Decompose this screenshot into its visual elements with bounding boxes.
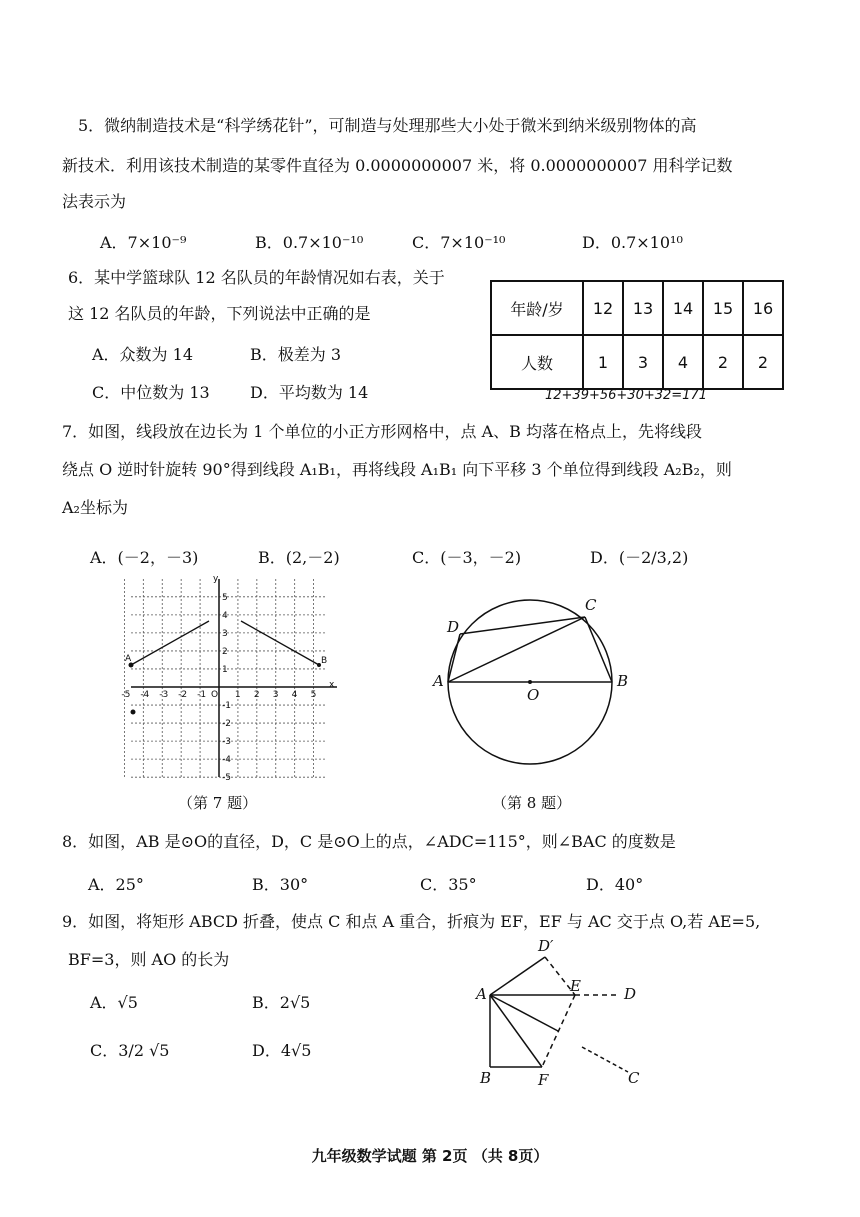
center-o bbox=[528, 680, 532, 684]
q7-caption: （第 7 题） bbox=[178, 794, 258, 812]
q9-fold-figure bbox=[470, 935, 650, 1095]
count-cell: 4 bbox=[663, 335, 703, 389]
label-a: A bbox=[476, 985, 487, 1003]
count-cell: 2 bbox=[743, 335, 783, 389]
label-f: F bbox=[538, 1071, 549, 1089]
page-footer: 九年级数学试题 第 2页 （共 8页） bbox=[311, 1147, 549, 1165]
q6-line1: 6．某中学篮球队 12 名队员的年龄情况如右表，关于 bbox=[68, 268, 445, 287]
label-d: D bbox=[624, 985, 637, 1003]
chord-ad bbox=[448, 634, 460, 682]
q7-option-d: D．(－2/3,2) bbox=[590, 548, 689, 567]
q5-option-a: A．7×10⁻⁹ bbox=[100, 233, 187, 252]
y-tick-label: 4 bbox=[222, 610, 228, 621]
q9-option-d: D．4√5 bbox=[252, 1041, 312, 1060]
q7-option-a: A．(－2，－3) bbox=[90, 548, 199, 567]
q8-caption: （第 8 题） bbox=[492, 794, 572, 812]
chord-cb bbox=[585, 617, 612, 682]
label-c: C bbox=[628, 1069, 640, 1087]
x-axis-label: x bbox=[329, 680, 335, 690]
x-tick-label: 4 bbox=[291, 690, 298, 700]
q5-line1: 5．微纳制造技术是“科学绣花针”，可制造与处理那些大小处于微米到纳米级别物体的高 bbox=[78, 116, 697, 135]
y-tick-label: 1 bbox=[222, 664, 228, 675]
q7-option-b: B．(2,－2) bbox=[258, 548, 340, 567]
label-o: O bbox=[527, 686, 540, 704]
segment-ac-dashed bbox=[582, 1047, 628, 1072]
y-tick-label: -1 bbox=[222, 701, 231, 712]
y-tick-label: 3 bbox=[222, 628, 228, 639]
segment-af bbox=[490, 995, 542, 1067]
label-e: E bbox=[570, 977, 581, 995]
origin-label: O bbox=[211, 690, 219, 700]
x-tick-label: -3 bbox=[159, 690, 169, 700]
label-b: B bbox=[617, 672, 629, 690]
y-tick-label: 2 bbox=[222, 646, 228, 657]
q6-option-d: D．平均数为 14 bbox=[250, 383, 369, 402]
q6-option-c: C．中位数为 13 bbox=[92, 383, 210, 402]
q5-option-b: B．0.7×10⁻¹⁰ bbox=[255, 233, 364, 252]
count-cell: 1 bbox=[583, 335, 623, 389]
q5-line3: 法表示为 bbox=[62, 192, 127, 211]
q8-option-d: D．40° bbox=[586, 875, 644, 894]
point-o-mark bbox=[131, 710, 136, 715]
q8-option-c: C．35° bbox=[420, 875, 477, 894]
q7-grid-figure bbox=[121, 574, 340, 785]
q7-line1: 7．如图，线段放在边长为 1 个单位的小正方形网格中，点 A、B 均落在格点上，先将线段 bbox=[62, 422, 703, 441]
q5-option-d: D．0.7×10¹⁰ bbox=[582, 233, 683, 252]
label-d: D bbox=[447, 618, 460, 636]
q5-option-c: C．7×10⁻¹⁰ bbox=[412, 233, 506, 252]
x-tick-label: -2 bbox=[178, 690, 188, 700]
y-tick-label: -3 bbox=[222, 737, 231, 748]
x-tick-label: 1 bbox=[234, 690, 241, 700]
q9-line1: 9．如图，将矩形 ABCD 折叠，使点 C 和点 A 重合，折痕为 EF，EF 与 AC 交于点 O,若 AE=5, bbox=[62, 912, 761, 931]
x-tick-label: -5 bbox=[121, 690, 131, 700]
age-table bbox=[490, 280, 784, 390]
q9-line2: BF=3，则 AO 的长为 bbox=[68, 950, 230, 969]
fold-ef bbox=[542, 995, 575, 1067]
y-tick-label: 5 bbox=[222, 592, 228, 603]
y-axis-label: y bbox=[213, 574, 219, 584]
label-a: A bbox=[433, 672, 444, 690]
q8-circle-figure bbox=[425, 590, 635, 795]
segment-ae-inner bbox=[490, 995, 558, 1031]
segment-o-b bbox=[241, 621, 319, 665]
q7-option-c: C．(－3，－2) bbox=[412, 548, 522, 567]
age-cell: 13 bbox=[623, 281, 663, 335]
x-tick-label: 3 bbox=[272, 690, 279, 700]
x-tick-label: -4 bbox=[140, 690, 150, 700]
label-c: C bbox=[585, 596, 597, 614]
point-a-label: A bbox=[125, 654, 132, 664]
q6-option-a: A．众数为 14 bbox=[92, 345, 194, 364]
handwritten-note: 12+39+56+30+32=171 bbox=[545, 388, 707, 403]
q9-option-a: A．√5 bbox=[90, 993, 138, 1012]
point-b-label: B bbox=[321, 656, 328, 666]
y-tick-labels bbox=[222, 593, 231, 783]
age-cell: 12 bbox=[583, 281, 623, 335]
count-header: 人数 bbox=[491, 335, 583, 389]
label-d-prime: D′ bbox=[538, 937, 554, 955]
q9-option-b: B．2√5 bbox=[252, 993, 311, 1012]
x-tick-label: 2 bbox=[253, 690, 260, 700]
q7-line3: A₂坐标为 bbox=[62, 498, 128, 517]
q8-line1: 8．如图，AB 是⊙O的直径，D，C 是⊙O上的点，∠ADC=115°，则∠BAC 的度数是 bbox=[62, 832, 676, 851]
y-tick-label: -5 bbox=[222, 773, 231, 784]
x-tick-label: -1 bbox=[197, 690, 207, 700]
q7-line2: 绕点 O 逆时针旋转 90°得到线段 A₁B₁，再将线段 A₁B₁ 向下平移 3 个单位得到线段 A₂B₂，则 bbox=[62, 460, 732, 479]
age-cell: 14 bbox=[663, 281, 703, 335]
age-row bbox=[491, 281, 783, 335]
age-cell: 16 bbox=[743, 281, 783, 335]
y-tick-label: -2 bbox=[222, 719, 231, 730]
age-header: 年龄/岁 bbox=[491, 281, 583, 335]
y-tick-label: -4 bbox=[222, 755, 231, 766]
q8-option-b: B．30° bbox=[252, 875, 309, 894]
age-cell: 15 bbox=[703, 281, 743, 335]
grid-lines bbox=[124, 579, 328, 777]
label-b: B bbox=[480, 1069, 492, 1087]
q6-option-b: B．极差为 3 bbox=[250, 345, 342, 364]
count-cell: 2 bbox=[703, 335, 743, 389]
q9-option-c: C．3/2 √5 bbox=[90, 1041, 170, 1060]
count-cell: 3 bbox=[623, 335, 663, 389]
count-row bbox=[491, 335, 783, 389]
fold-ad-prime bbox=[490, 957, 545, 995]
q8-option-a: A．25° bbox=[88, 875, 144, 894]
q5-line2: 新技术．利用该技术制造的某零件直径为 0.0000000007 米，将 0.0000000007 用科学记数 bbox=[62, 156, 733, 175]
segment-a-o bbox=[131, 621, 209, 665]
x-tick-label: 5 bbox=[310, 690, 317, 700]
q6-line2: 这 12 名队员的年龄，下列说法中正确的是 bbox=[68, 304, 371, 323]
